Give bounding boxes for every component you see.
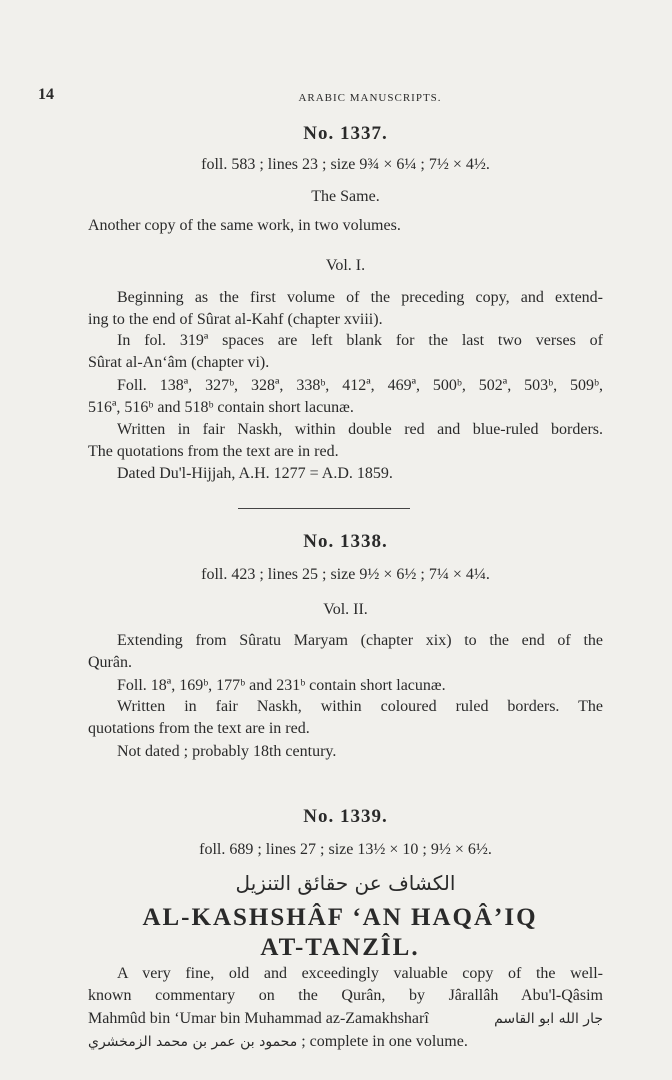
text-line: Beginning as the first volume of the preceding copy, and extend- (117, 289, 603, 306)
author-arabic-1: جار الله ابو القاسم (494, 1011, 603, 1027)
work-title-line-1: AL-KASHSHÂF ‘AN HAQÂ’IQ (142, 904, 538, 931)
text-line: ing to the end of Sûrat al-Kahf (chapter xviii). (88, 311, 383, 328)
text-line: quotations from the text are in red. (88, 720, 310, 737)
text-line: A very fine, old and exceedingly valuable copy of the well- (117, 965, 603, 982)
text-line: Written in fair Naskh, within coloured ruled borders. The (117, 698, 603, 715)
entry-title-1337: The Same. (311, 188, 380, 205)
entry-details-1339: foll. 689 ; lines 27 ; size 13½ × 10 ; 9½ × 6½. (199, 841, 492, 858)
text-line (88, 1009, 603, 1029)
entry-details-1337: foll. 583 ; lines 23 ; size 9¾ × 6¼ ; 7½ × 4½. (201, 156, 490, 173)
entry-number-1338: No. 1338. (303, 531, 388, 552)
text-line (88, 1032, 603, 1052)
text-line: Dated Du'l-Hijjah, A.H. 1277 = A.D. 1859. (117, 465, 393, 482)
text-line: Extending from Sûratu Maryam (chapter xix) to the end of the (117, 632, 603, 649)
text-line: Foll. 18ª, 169ᵇ, 177ᵇ and 231ᵇ contain short lacunæ. (117, 677, 446, 694)
section-divider (238, 508, 410, 509)
entry-number-1339: No. 1339. (303, 806, 388, 827)
completion-note: ; complete in one volume. (301, 1033, 468, 1050)
text-line: 516ª, 516ᵇ and 518ᵇ contain short lacunæ. (88, 399, 354, 416)
entry-summary-1337: Another copy of the same work, in two volumes. (88, 217, 401, 234)
entry-details-1338: foll. 423 ; lines 25 ; size 9½ × 6½ ; 7¼ × 4¼. (201, 566, 490, 583)
author-arabic-2: محمود بن عمر بن محمد الزمخشري (88, 1034, 298, 1050)
volume-heading-1: Vol. I. (325, 257, 366, 274)
entry-number-1337: No. 1337. (303, 123, 388, 144)
text-line: In fol. 319ª spaces are left blank for the last two verses of (117, 332, 603, 349)
text-line: Sûrat al-An‘âm (chapter vi). (88, 354, 270, 371)
arabic-title: الكشاف عن حقائق التنزيل (235, 871, 456, 895)
text-line: Written in fair Naskh, within double red and blue-ruled borders. (117, 421, 603, 438)
author-name: Mahmûd bin ‘Umar bin Muhammad az-Zamakhsharî (88, 1010, 429, 1027)
text-line: known commentary on the Qurân, by Jârallâh Abu'l-Qâsim (88, 987, 603, 1004)
volume-heading-2: Vol. II. (323, 601, 368, 618)
text-line: Foll. 138ª, 327ᵇ, 328ª, 338ᵇ, 412ª, 469ª, 500ᵇ, 502ª, 503ᵇ, 509ᵇ, (117, 377, 603, 394)
text-line: Not dated ; probably 18th century. (117, 743, 337, 760)
text-line: The quotations from the text are in red. (88, 443, 339, 460)
running-title: ARABIC MANUSCRIPTS. (298, 92, 442, 104)
text-line: Qurân. (88, 654, 132, 671)
work-title-line-2: AT-TANZÎL. (260, 934, 420, 961)
page-number: 14 (38, 86, 54, 103)
